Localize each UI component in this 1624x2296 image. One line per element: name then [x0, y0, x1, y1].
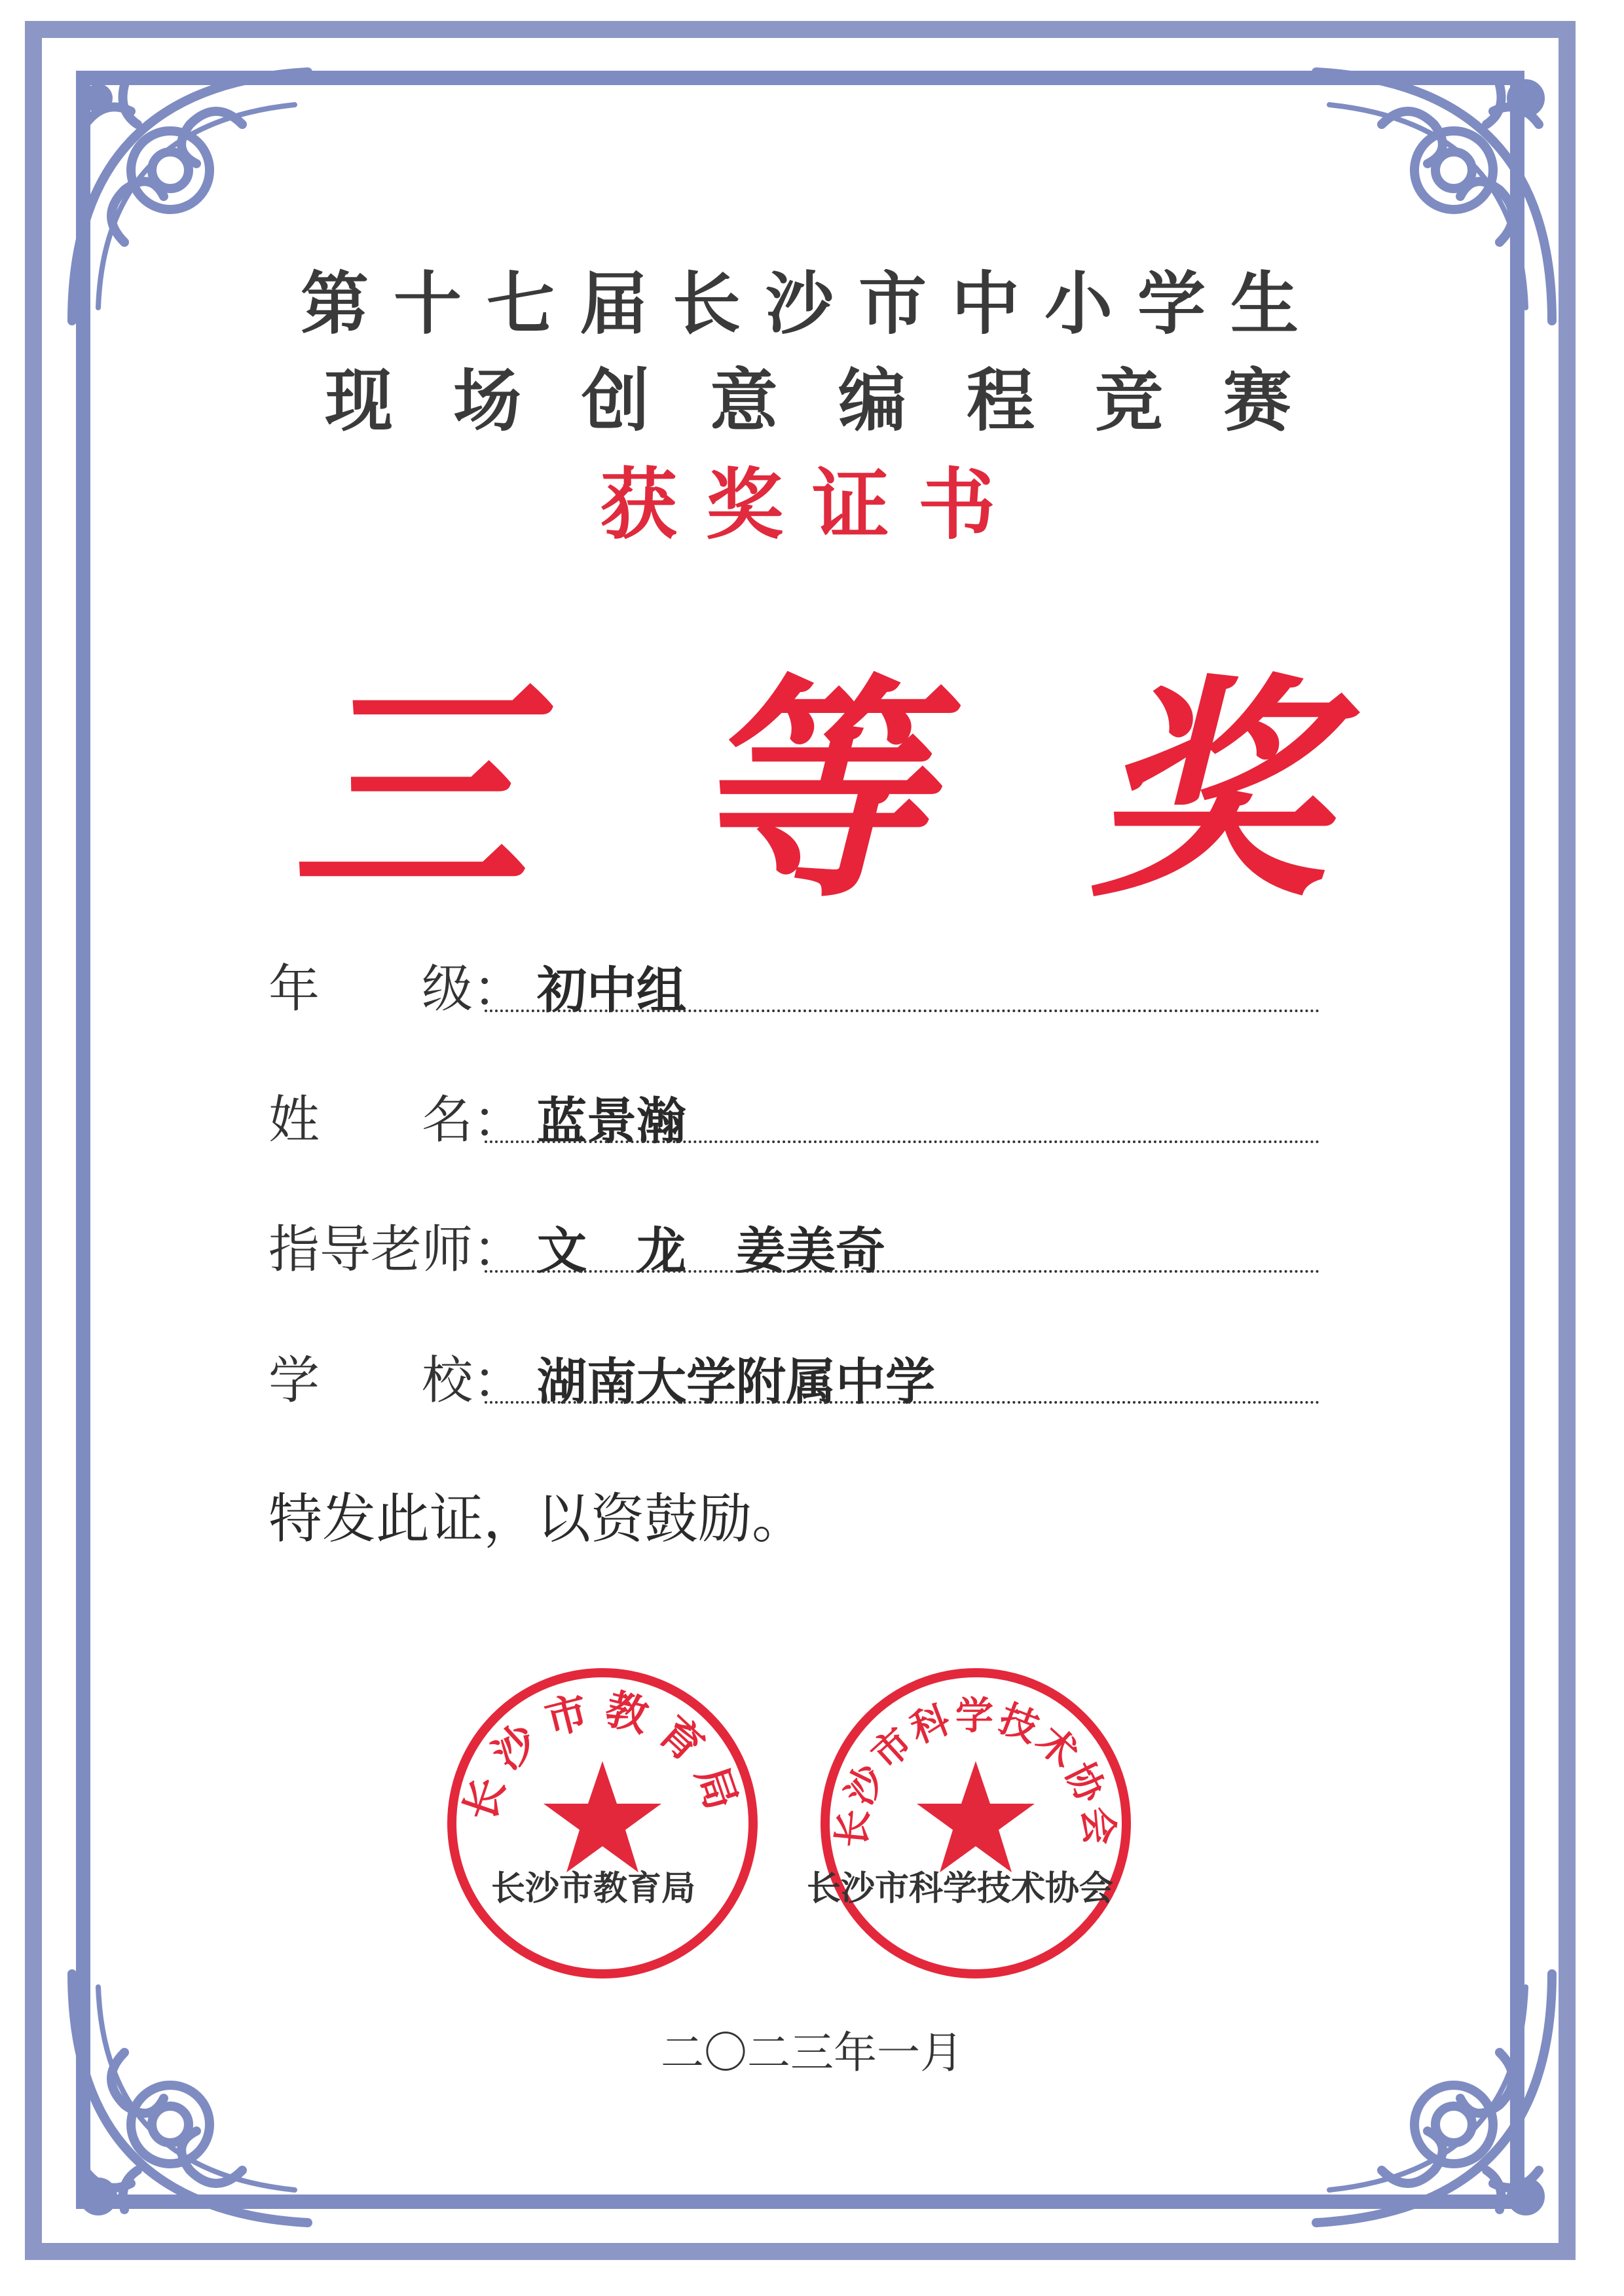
advisor-value: 文 龙 姜美奇: [537, 1222, 885, 1280]
name-underline: [485, 1140, 1320, 1143]
issue-date: 二〇二三年一月: [661, 2028, 963, 2078]
school-label: 学 校：: [268, 1351, 525, 1410]
grade-value: 初中组: [537, 961, 686, 1019]
issuer-education-bureau: 长沙市教育局: [491, 1868, 696, 1908]
prize-level: 三等奖: [291, 652, 1490, 929]
advisor-label: 指导老师：: [268, 1220, 525, 1279]
science-association-seal: [815, 1663, 1136, 1984]
school-value: 湖南大学附属中学: [537, 1353, 935, 1411]
name-value: 蓝景瀚: [537, 1092, 686, 1150]
competition-title-line1: 第十七届长沙市中小学生: [300, 264, 1323, 344]
education-bureau-seal: [442, 1663, 763, 1984]
competition-title-line2: 现场创意编程竞赛: [324, 361, 1352, 441]
corner-ornament-bottom-left-icon: [46, 1948, 347, 2249]
school-underline: [485, 1401, 1320, 1404]
seal-arc-text: 长沙市科学技术协会: [829, 1693, 1122, 1850]
grade-underline: [485, 1010, 1320, 1012]
seal-arc-text: 长沙市教育局: [454, 1684, 750, 1827]
certificate-title: 获奖证书: [599, 460, 1024, 550]
closing-statement: 特发此证，以资鼓励。: [268, 1488, 806, 1550]
advisor-underline: [485, 1270, 1320, 1273]
name-label: 姓 名：: [268, 1091, 525, 1150]
star-icon: [917, 1761, 1035, 1872]
star-icon: [544, 1761, 661, 1872]
grade-label: 年 级：: [268, 960, 525, 1019]
issuer-science-association: 长沙市科学技术协会: [807, 1868, 1114, 1908]
corner-ornament-bottom-right-icon: [1277, 1948, 1578, 2249]
